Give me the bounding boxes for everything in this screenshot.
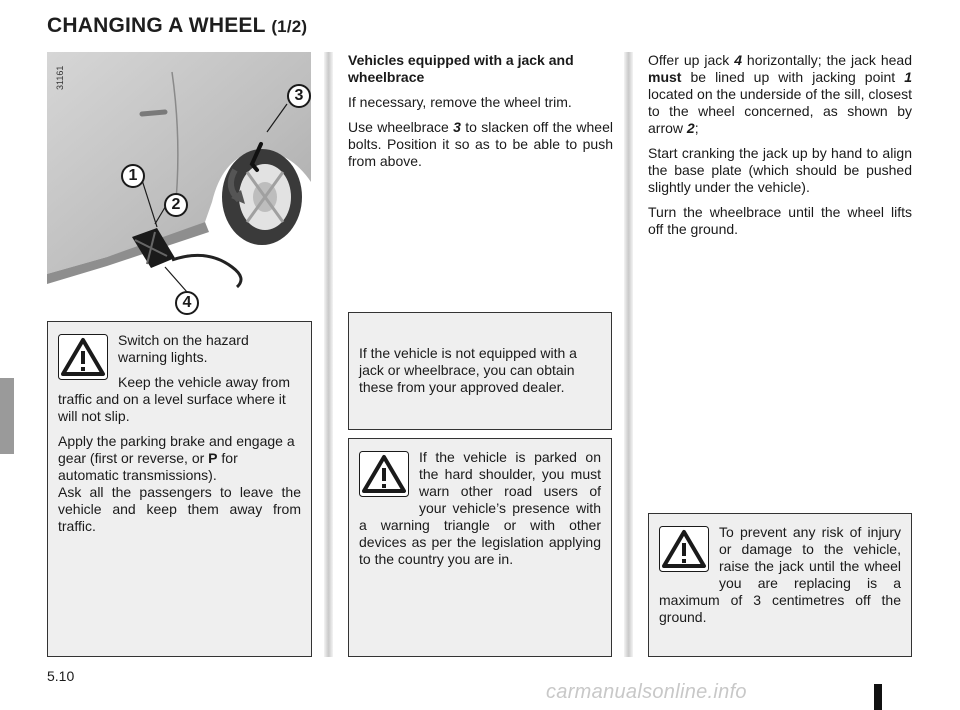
reference-number: 4 <box>734 52 742 68</box>
text-run: horizontally; the jack head <box>741 52 912 68</box>
warning-triangle-icon <box>58 334 108 380</box>
dealer-info-box <box>348 312 612 430</box>
paragraph: Turn the wheelbrace until the wheel lifts off the ground. <box>648 204 912 237</box>
text-run: be lined up with jacking point <box>681 69 905 85</box>
page-title-part: (1/2) <box>271 17 308 36</box>
column-divider-2 <box>624 52 633 657</box>
callout-3: 3 <box>287 84 311 108</box>
paragraph: Start cranking the jack up by hand to align the base plate (which should be pushed slightly under the vehicle). <box>648 145 912 195</box>
reference-number: 3 <box>453 119 461 135</box>
warning-triangle-icon <box>659 526 709 572</box>
text-run: Use wheelbrace <box>348 119 454 135</box>
column-divider-1 <box>324 52 333 657</box>
column-2-text <box>348 52 613 178</box>
hard-shoulder-warning-box <box>348 438 612 657</box>
column-3-text <box>648 52 912 246</box>
paragraph: If necessary, remove the wheel trim. <box>348 94 572 110</box>
callout-4: 4 <box>175 291 199 315</box>
page-title <box>47 14 307 38</box>
page-number: 5.10 <box>47 668 75 684</box>
paragraph: Switch on the hazard warning lights. <box>118 332 249 365</box>
callout-2: 2 <box>164 193 188 217</box>
paragraph <box>648 52 912 137</box>
watermark: carmanualsonline.info <box>546 681 747 703</box>
reference-number: 1 <box>904 69 912 85</box>
page-title-text: CHANGING A WHEEL <box>47 14 266 37</box>
section-heading: Vehicles equipped with a jack and wheelbrace <box>348 52 574 85</box>
paragraph <box>348 119 613 170</box>
emphasis: must <box>648 69 682 85</box>
text-run: for automatic transmissions). <box>58 450 238 483</box>
paragraph: Ask all the passengers to leave the vehicle and keep them away from traffic. <box>58 484 301 534</box>
warning-triangle-icon <box>359 451 409 497</box>
text-run: Apply the parking brake and engage a gear (first or reverse, or <box>58 433 295 466</box>
text-run: ; <box>694 120 699 136</box>
text-run: to slacken off the wheel bolts. Position it so as to be able to push from above. <box>348 119 613 169</box>
emphasis: P <box>208 450 218 466</box>
callout-1: 1 <box>121 164 145 188</box>
paragraph: If the vehicle is not equipped with a jack or wheelbrace, you can obtain these from your approved dealer. <box>359 345 577 395</box>
paragraph: Keep the vehicle away from traffic and on a level surface where it will not slip. <box>58 374 290 424</box>
text-run: located on the underside of the sill, closest to the wheel concerned, as shown by arrow <box>648 86 912 136</box>
paragraph: To prevent any risk of injury or damage to the vehicle, raise the jack until the wheel you are replacing is a maximum of 3 centimetres off the ground. <box>659 524 901 625</box>
paragraph: If the vehicle is parked on the hard shoulder, you must warn other road users of your vehicle’s presence with a warning triangle or with other devices as per the legislation applying to the country you are in. <box>359 449 601 567</box>
wheel-jack-illustration <box>47 52 311 322</box>
paragraph <box>58 433 301 484</box>
section-tab <box>0 378 14 454</box>
reference-number: 2 <box>686 120 695 136</box>
figure-reference-code: 31161 <box>55 65 65 90</box>
car-jack-drawing <box>47 52 311 322</box>
hazard-warning-box <box>47 321 312 657</box>
text-run: Offer up jack <box>648 52 735 68</box>
corner-marker <box>874 684 882 710</box>
injury-warning-box <box>648 513 912 657</box>
